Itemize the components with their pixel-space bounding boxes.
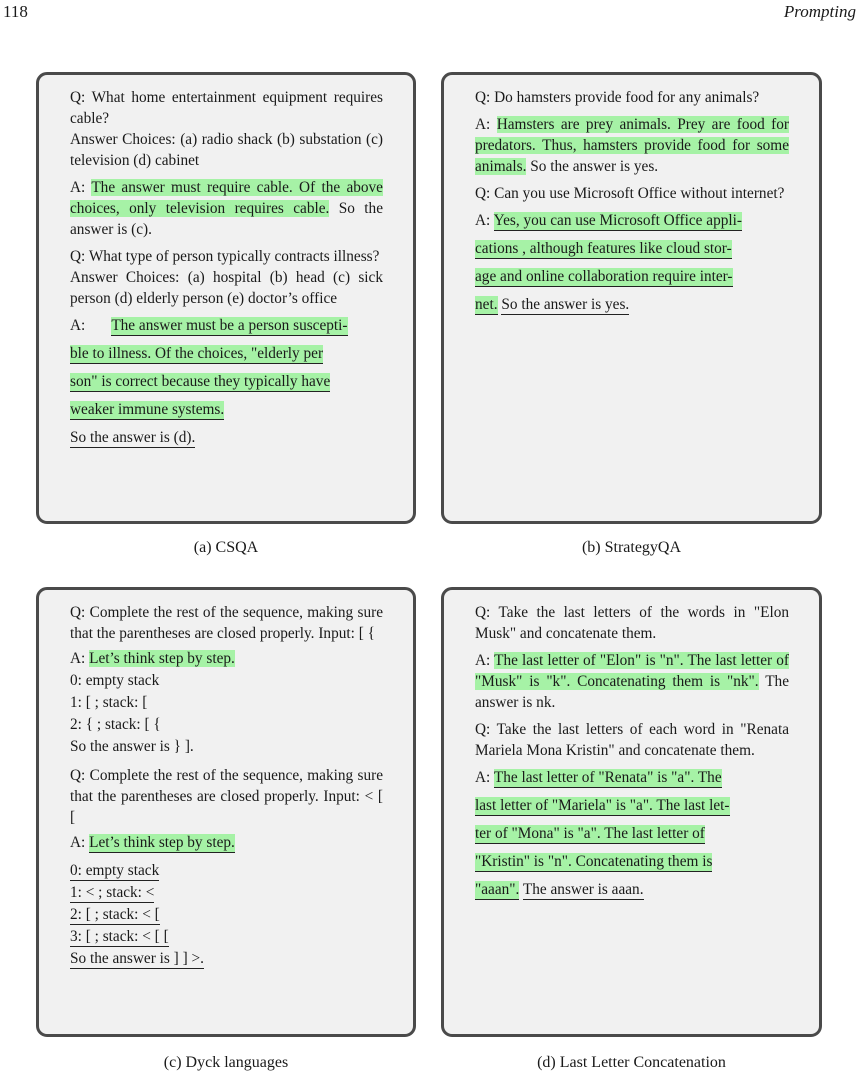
page-number: 118 (3, 2, 28, 21)
answer-choices-1: Answer Choices: (a) radio shack (b) substation (c) television (d) cabinet (70, 131, 383, 169)
rationale-highlight: Let’s think step by step. (89, 834, 235, 851)
answer-tail: The answer is aaan. (522, 881, 644, 898)
rationale-line: ble to illness. Of the choices, "elderly per (70, 345, 324, 362)
rationale-line: cations , although features like cloud stor- (475, 240, 732, 257)
panel-strategyqa (441, 72, 822, 524)
answer-1 (70, 177, 383, 240)
rationale-line: Yes, you can use Microsoft Office appli- (493, 212, 742, 229)
panel-csqa (36, 72, 416, 524)
rationale-line: son" is correct because they typically have (70, 373, 331, 390)
answer-prefix: A: (475, 212, 491, 229)
caption-dyck-languages: (c) Dyck languages (163, 1054, 289, 1071)
answer-tail: The answer is nk. (475, 673, 789, 711)
question-2: Q: Can you use Microsoft Office without internet? (475, 185, 785, 202)
answer-2 (475, 767, 789, 901)
panel-last-letter-concatenation (441, 587, 822, 1037)
question-1: Q: Complete the rest of the sequence, making sure that the parentheses are closed properly. Input: [ { (70, 604, 383, 642)
step-line: 2: { ; stack: [ { (70, 716, 161, 733)
question-1: Q: Do hamsters provide food for any animals? (475, 89, 760, 106)
rationale-line: weaker immune systems. (70, 401, 225, 418)
answer-2 (70, 832, 383, 970)
answer-prefix: A: (70, 650, 86, 667)
step-line: 0: empty stack (70, 672, 160, 689)
question-2: Q: What type of person typically contracts illness? (70, 248, 380, 265)
question-1: Q: What home entertainment equipment requires cable? (70, 89, 383, 127)
answer-1 (475, 650, 789, 713)
rationale-highlight: Hamsters are prey animals. Prey are food for predators. Thus, hamsters provide food for some animals. (475, 116, 790, 175)
rationale-line: net. (475, 296, 498, 313)
rationale-line: ter of "Mona" is "a". The last letter of (475, 825, 705, 842)
panel-dyck-languages (36, 587, 416, 1037)
rationale-line: The answer must be a person suscepti- (111, 317, 348, 334)
answer-choices-2: Answer Choices: (a) hospital (b) head (c) sick person (d) elderly person (e) doctor’s office (70, 269, 383, 307)
answer-prefix: A: (70, 317, 86, 334)
rationale-line: last letter of "Mariela" is "a". The last let- (475, 797, 730, 814)
answer-1 (475, 114, 789, 177)
rationale-highlight: The answer must require cable. Of the above choices, only television requires cable. (70, 179, 383, 217)
answer-prefix: A: (70, 179, 86, 196)
answer-prefix: A: (475, 116, 491, 133)
rationale-line: "aaan". (475, 881, 520, 898)
answer-tail: So the answer is (c). (70, 200, 383, 238)
step-line: 0: empty stack (70, 862, 160, 879)
question-2: Q: Complete the rest of the sequence, making sure that the parentheses are closed properly. Input: < [ [ (70, 767, 383, 826)
step-line: 3: [ ; stack: < [ [ (70, 928, 169, 945)
caption-csqa: (a) CSQA (193, 539, 259, 556)
step-line: 2: [ ; stack: < [ (70, 906, 160, 923)
rationale-highlight: The last letter of "Elon" is "n". The last letter of "Musk" is "k". Concatenating them is "nk". (475, 652, 789, 690)
answer-2 (475, 210, 789, 316)
question-1: Q: Take the last letters of the words in "Elon Musk" and concatenate them. (475, 604, 789, 642)
answer-tail: So the answer is } ]. (70, 738, 194, 755)
step-line: 1: < ; stack: < (70, 884, 155, 901)
answer-prefix: A: (70, 834, 86, 851)
answer-tail: So the answer is yes. (501, 296, 630, 313)
answer-prefix: A: (475, 769, 491, 786)
running-head: Prompting (783, 2, 856, 21)
answer-tail: So the answer is (d). (70, 429, 196, 446)
answer-tail: So the answer is ] ] >. (70, 950, 204, 967)
caption-last-letter-concatenation: (d) Last Letter Concatenation (537, 1054, 726, 1071)
rationale-line: "Kristin" is "n". Concatenating them is (475, 853, 713, 870)
rationale-line: age and online collaboration require inter- (475, 268, 733, 285)
rationale-line: The last letter of "Renata" is "a". The (493, 769, 722, 786)
rationale-highlight: Let’s think step by step. (89, 650, 235, 667)
answer-2 (70, 315, 383, 449)
answer-tail: So the answer is yes. (530, 158, 659, 175)
step-line: 1: [ ; stack: [ (70, 694, 148, 711)
question-2: Q: Take the last letters of each word in "Renata Mariela Mona Kristin" and concatenate them. (475, 721, 789, 759)
answer-prefix: A: (475, 652, 491, 669)
answer-1 (70, 648, 383, 758)
caption-strategyqa: (b) StrategyQA (581, 539, 682, 556)
